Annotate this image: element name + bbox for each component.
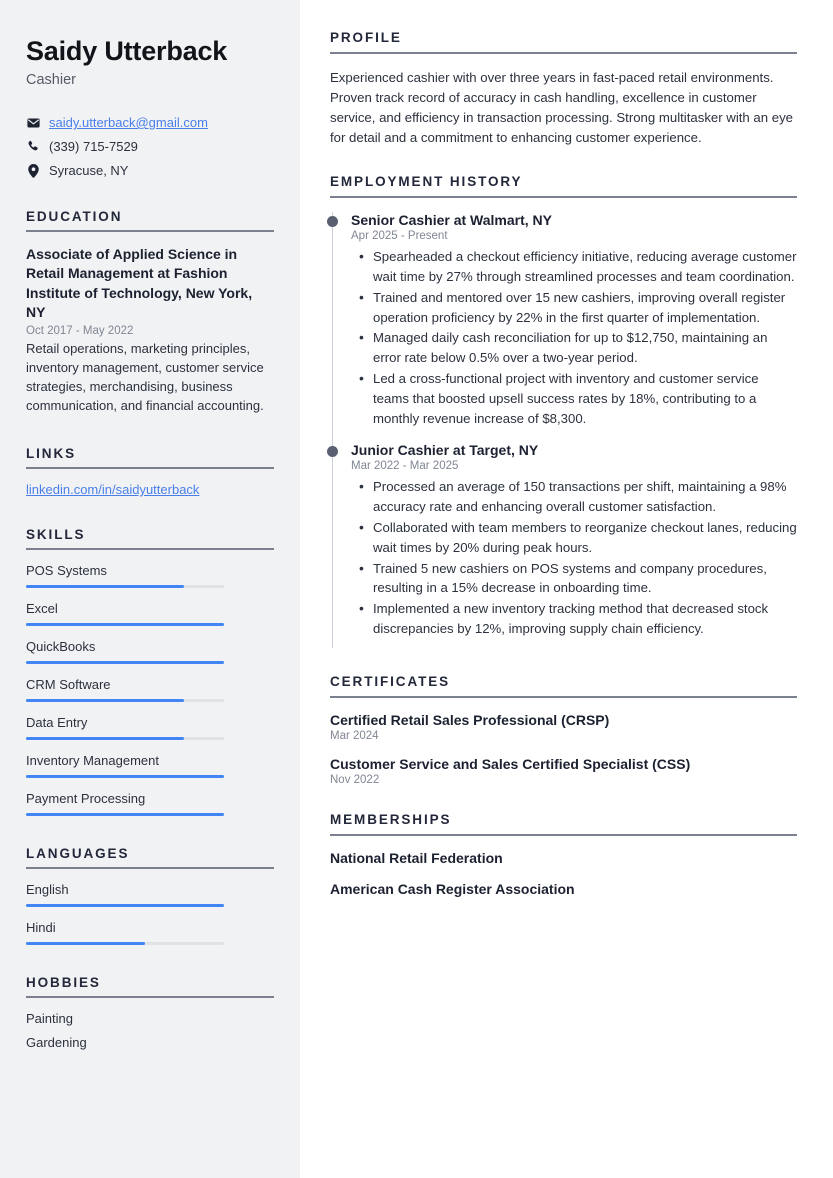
skill-bar-fill — [26, 737, 184, 740]
divider — [330, 52, 797, 54]
job-date: Mar 2022 - Mar 2025 — [351, 460, 459, 473]
hobbies-list — [26, 1011, 274, 1050]
employment-entry — [351, 442, 797, 647]
section-memberships — [330, 812, 797, 897]
job-bullet: • Trained and mentored over 15 new cashiers, improving overall register operation proficiency by 22% in the first quarter of implementation. — [351, 288, 797, 328]
timeline-dot-icon — [327, 446, 338, 457]
contact-email-row[interactable] — [26, 114, 274, 131]
section-skills — [26, 527, 274, 816]
job-bullet: • Collaborated with team members to reorganize checkout lanes, reducing wait times by 20% during peak hours. — [351, 518, 797, 558]
employment-entry — [351, 212, 797, 428]
contact-phone: (339) 715-7529 — [49, 139, 138, 155]
certificates-list — [330, 712, 797, 786]
language-bar-track — [26, 942, 224, 945]
section-education — [26, 209, 274, 416]
job-bullet-list — [351, 477, 797, 638]
section-certificates — [330, 674, 797, 786]
job-title: Senior Cashier at Walmart, NY — [351, 212, 552, 229]
skill-bar-track — [26, 585, 224, 588]
section-employment-history — [330, 174, 797, 648]
certificate-date: Nov 2022 — [330, 773, 380, 786]
skill-bar-track — [26, 699, 224, 702]
skill-item — [26, 563, 274, 588]
job-bullet: • Managed daily cash reconciliation for up to $12,750, maintaining an error rate below 0.5% over a two-year period. — [351, 328, 797, 368]
employment-timeline — [332, 212, 797, 648]
language-bar-fill — [26, 904, 224, 907]
education-description: Retail operations, marketing principles, inventory management, customer service strategies, merchandising, business communication, and financial accounting. — [26, 341, 264, 414]
skill-label: Inventory Management — [26, 753, 159, 769]
job-bullet: • Led a cross-functional project with inventory and customer service teams that boosted upsell success rates by 18%, contributing to a monthly revenue increase of $8,300. — [351, 369, 797, 428]
language-label: Hindi — [26, 920, 56, 936]
main-column — [300, 0, 833, 1178]
divider — [330, 834, 797, 836]
language-item — [26, 882, 274, 907]
section-languages — [26, 846, 274, 945]
profile-text: Experienced cashier with over three years in fast-paced retail environments. Proven track record of accuracy in cash handling, excellence in customer service, and efficiency in transaction processing. Strong multitasker with an eye for detail and a commitment to enhancing customer experience. — [330, 70, 794, 146]
name-block — [26, 36, 274, 88]
job-bullet: • Implemented a new inventory tracking method that decreased stock discrepancies by 12%, improving supply chain efficiency. — [351, 599, 797, 639]
skill-bar-track — [26, 813, 224, 816]
envelope-icon — [26, 118, 40, 128]
skill-bar-track — [26, 623, 224, 626]
job-bullet: • Processed an average of 150 transactions per shift, maintaining a 98% accuracy rate and enhancing overall customer satisfaction. — [351, 477, 797, 517]
skill-bar-track — [26, 661, 224, 664]
link-linkedin[interactable]: linkedin.com/in/saidyutterback — [26, 482, 200, 498]
skill-label: Payment Processing — [26, 791, 146, 807]
sidebar — [0, 0, 300, 1178]
divider — [26, 548, 274, 550]
section-heading-hobbies: HOBBIES — [26, 975, 101, 991]
skill-label: Excel — [26, 601, 58, 617]
certificate-name: Customer Service and Sales Certified Specialist (CSS) — [330, 755, 691, 772]
skill-bar-track — [26, 775, 224, 778]
divider — [26, 996, 274, 998]
membership-item: American Cash Register Association — [330, 880, 575, 897]
skill-label: QuickBooks — [26, 639, 96, 655]
contact-location-row — [26, 162, 274, 179]
skill-bar-fill — [26, 585, 184, 588]
skill-item — [26, 601, 274, 626]
skill-bar-fill — [26, 699, 184, 702]
skill-item — [26, 715, 274, 740]
section-heading-education: EDUCATION — [26, 209, 123, 225]
hobby-item: Gardening — [26, 1035, 87, 1051]
certificate-date: Mar 2024 — [330, 729, 379, 742]
skill-label: POS Systems — [26, 563, 107, 579]
section-profile — [330, 30, 797, 148]
skill-bar-fill — [26, 661, 224, 664]
contact-block — [26, 114, 274, 179]
section-heading-memberships: MEMBERSHIPS — [330, 811, 452, 827]
candidate-name: Saidy Utterback — [26, 36, 228, 66]
membership-item: National Retail Federation — [330, 849, 503, 866]
section-heading-skills: SKILLS — [26, 527, 86, 543]
skill-bar-fill — [26, 813, 224, 816]
education-date: Oct 2017 - May 2022 — [26, 325, 134, 338]
skill-bar-fill — [26, 623, 224, 626]
skill-label: Data Entry — [26, 715, 88, 731]
job-title: Junior Cashier at Target, NY — [351, 442, 539, 459]
contact-email[interactable]: saidy.utterback@gmail.com — [49, 115, 208, 131]
language-bar-track — [26, 904, 224, 907]
divider — [26, 230, 274, 232]
skill-label: CRM Software — [26, 677, 111, 693]
skill-bar-track — [26, 737, 224, 740]
section-heading-links: LINKS — [26, 446, 76, 462]
section-heading-profile: PROFILE — [330, 30, 402, 45]
divider — [330, 696, 797, 698]
skill-item — [26, 677, 274, 702]
hobby-item: Painting — [26, 1011, 73, 1027]
language-bar-fill — [26, 942, 145, 945]
timeline-dot-icon — [327, 216, 338, 227]
section-hobbies — [26, 975, 274, 1050]
skill-item — [26, 753, 274, 778]
languages-list — [26, 882, 274, 945]
divider — [26, 467, 274, 469]
job-bullet-list — [351, 247, 797, 428]
language-label: English — [26, 882, 69, 898]
language-item — [26, 920, 274, 945]
education-title: Associate of Applied Science in Retail Management at Fashion Institute of Technology, New York, NY — [26, 246, 253, 320]
map-pin-icon — [26, 164, 40, 178]
certificate-item — [330, 756, 797, 786]
job-bullet: • Spearheaded a checkout efficiency initiative, reducing average customer wait time by 27% through streamlined processes and team coordination. — [351, 247, 797, 287]
section-heading-employment: EMPLOYMENT HISTORY — [330, 174, 523, 190]
skill-item — [26, 639, 274, 664]
skill-item — [26, 791, 274, 816]
candidate-role: Cashier — [26, 72, 76, 89]
contact-location: Syracuse, NY — [49, 163, 129, 179]
divider — [330, 196, 797, 198]
job-bullet: • Trained 5 new cashiers on POS systems and company procedures, resulting in a 15% decrease in onboarding time. — [351, 559, 797, 599]
job-date: Apr 2025 - Present — [351, 230, 448, 243]
memberships-list — [330, 850, 797, 897]
skill-bar-fill — [26, 775, 224, 778]
phone-icon — [26, 140, 40, 153]
divider — [26, 867, 274, 869]
skills-list — [26, 563, 274, 816]
contact-phone-row — [26, 138, 274, 155]
section-heading-certificates: CERTIFICATES — [330, 673, 451, 689]
section-links — [26, 446, 274, 497]
section-heading-languages: LANGUAGES — [26, 846, 130, 862]
certificate-item — [330, 712, 797, 742]
certificate-name: Certified Retail Sales Professional (CRSP) — [330, 711, 610, 728]
education-item — [26, 245, 274, 416]
